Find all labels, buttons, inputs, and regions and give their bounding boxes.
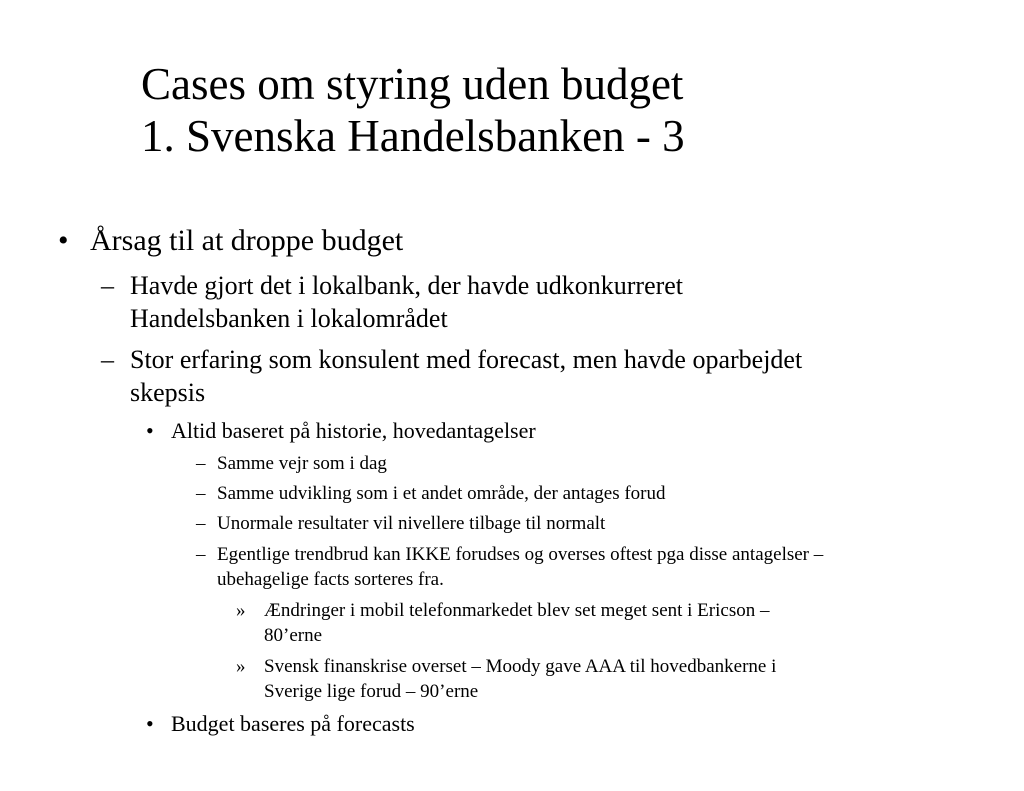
bullet-text: Svensk finanskrise overset – Moody gave AAA til hovedbankerne i Sverige lige forud – 90’erne [264, 656, 777, 702]
bullet-level4-abnormal-results [196, 511, 857, 536]
bullet-text: Budget baseres på forecasts [171, 711, 415, 736]
bullet-text: Unormale resultater vil nivellere tilbage til normalt [217, 513, 606, 534]
chevron-marker: » [236, 600, 246, 621]
dash-marker: – [196, 544, 206, 565]
bullet-level3-history [146, 418, 811, 444]
bullet-text: Årsag til at droppe budget [90, 224, 404, 257]
bullet-text: Havde gjort det i lokalbank, der havde udkonkurreret Handelsbanken i lokalområdet [130, 271, 684, 333]
dash-marker: – [196, 483, 206, 504]
title-line-1: Cases om styring uden budget [141, 59, 684, 109]
bullet-text: Stor erfaring som konsulent med forecast, men havde oparbejdet skepsis [130, 345, 803, 407]
dash-marker: – [101, 345, 114, 374]
dash-marker: – [196, 513, 206, 534]
bullet-marker: • [58, 224, 69, 257]
bullet-marker: • [146, 711, 154, 736]
bullet-level2-consultant [101, 343, 820, 409]
bullet-marker: • [146, 418, 154, 443]
chevron-marker: » [236, 656, 246, 677]
bullet-text: Ændringer i mobil telefonmarkedet blev set meget sent i Ericson – 80’erne [264, 600, 770, 646]
slide-title [141, 58, 685, 162]
title-line-2: 1. Svenska Handelsbanken - 3 [141, 111, 685, 161]
bullet-level4-weather [196, 451, 857, 476]
bullet-level5-finance-crisis [236, 654, 804, 704]
bullet-text: Samme udvikling som i et andet område, der antages forud [217, 483, 666, 504]
bullet-level5-ericson [236, 598, 804, 648]
bullet-level1-reason [56, 224, 616, 258]
dash-marker: – [196, 453, 206, 474]
dash-marker: – [101, 271, 114, 300]
bullet-level3-forecasts [146, 711, 811, 737]
bullet-level4-trend-breaks [196, 542, 857, 592]
bullet-level2-local-bank [101, 269, 820, 335]
bullet-text: Samme vejr som i dag [217, 453, 387, 474]
bullet-text: Egentlige trendbrud kan IKKE forudses og overses oftest pga disse antagelser – ubehagelige facts sorteres fra. [217, 544, 824, 590]
bullet-level4-development [196, 481, 857, 506]
bullet-text: Altid baseret på historie, hovedantagelser [171, 418, 536, 443]
